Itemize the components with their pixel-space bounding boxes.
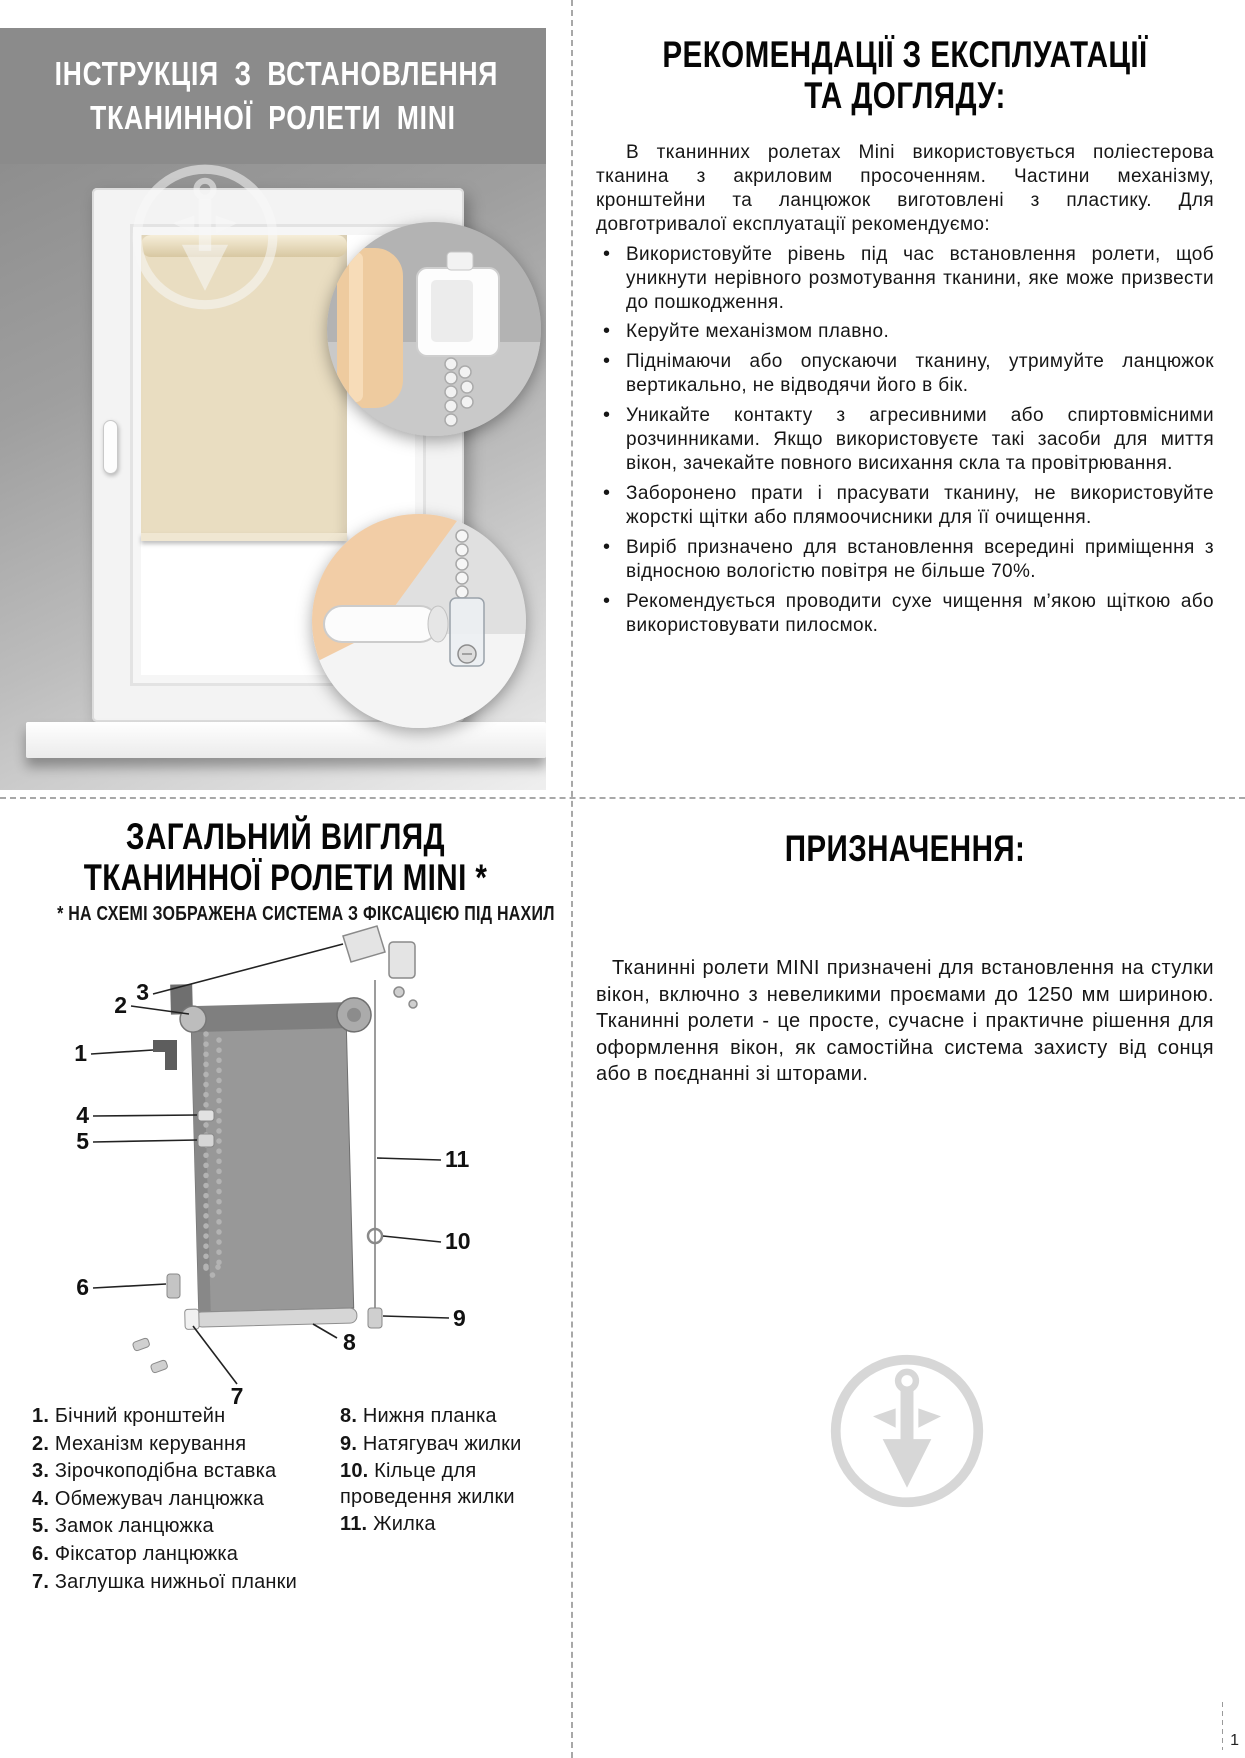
recommendation-item: • Піднімаючи або опускаючи тканину, утримуйте ланцюжок вертикально, не відводячи його в бік. — [596, 350, 1214, 398]
recommendation-item: • Використовуйте рівень під час встановлення ролети, щоб уникнути нерівного розмотування тканини, яке може призвести до пошкодження. — [596, 243, 1214, 315]
legend-item-9: 9. Натягувач жилки — [340, 1432, 522, 1455]
legend-item-5: 5. Замок ланцюжка — [32, 1515, 214, 1538]
bracket-parts — [343, 926, 417, 1008]
brand-watermark-icon — [826, 1350, 988, 1512]
anchor-logo-icon — [128, 164, 282, 314]
divider-vertical — [571, 0, 573, 1758]
legend-item-3: 3. Зірочкоподібна вставка — [32, 1460, 277, 1483]
recommendations-title — [596, 34, 1214, 117]
chain-stopper — [198, 1110, 214, 1121]
side-bracket — [153, 1040, 177, 1070]
blind-assembly — [170, 979, 379, 1329]
legend-item-7: 7. Заглушка нижньої планки — [32, 1570, 297, 1593]
roller-blind-diagram — [25, 918, 545, 1408]
recommendation-item: • Керуйте механізмом плавно. — [596, 320, 1214, 344]
chain-fixator — [167, 1274, 180, 1298]
callout-3: 3 — [136, 979, 149, 1005]
purpose-title: ПРИЗНАЧЕННЯ: — [784, 828, 1026, 869]
installation-banner — [0, 28, 546, 164]
section-overview — [0, 810, 571, 1758]
parts-legend — [32, 1404, 560, 1597]
callout-5: 5 — [76, 1128, 89, 1154]
window-photo — [0, 164, 546, 790]
callout-2: 2 — [114, 992, 127, 1018]
page-number-value: 1 — [1230, 1732, 1239, 1749]
callout-9: 9 — [453, 1305, 466, 1331]
callout-8: 8 — [343, 1329, 356, 1355]
legend-item-1: 1. Бічний кронштейн — [32, 1405, 226, 1427]
callout-1: 1 — [74, 1040, 87, 1066]
recommendation-item: • Рекомендується проводити сухе чищення м’якою щіткою або використовувати пилосмок. — [596, 590, 1214, 638]
window-handle — [103, 420, 118, 474]
installation-title — [0, 52, 546, 139]
roller-blind-bottom-bar — [141, 533, 347, 541]
recommendations-title-line2: ТА ДОГЛЯДУ: — [804, 75, 1006, 117]
roller-tube — [184, 1002, 355, 1032]
anchor-logo-icon — [826, 1350, 988, 1512]
fabric-roll — [337, 248, 403, 408]
crop-mark — [1222, 1702, 1223, 1750]
screws — [132, 1338, 168, 1374]
recommendations-title-line1: РЕКОМЕНДАЦІЇ З ЕКСПЛУАТАЦІЇ — [662, 34, 1148, 75]
legend-item-10: 10. Кільце для проведення жилки — [340, 1460, 515, 1508]
bead-chain — [456, 530, 468, 598]
bottom-bar-cap — [185, 1309, 200, 1329]
callout-7: 7 — [230, 1383, 244, 1408]
legend-item-8: 8. Нижня планка — [340, 1405, 497, 1427]
overview-subtitle: * НА СХЕМІ ЗОБРАЖЕНА СИСТЕМА З ФІКСАЦІЄЮ ПІД НАХИЛ — [57, 902, 555, 925]
installation-title-line2: ТКАНИННОЇ РОЛЕТИ MINI — [90, 99, 456, 136]
line-tensioner — [368, 1308, 382, 1328]
tensioner-closeup-inset — [312, 514, 526, 728]
legend-item-6: 6. Фіксатор ланцюжка — [32, 1542, 239, 1565]
legend-item-2: 2. Механізм керування — [32, 1432, 247, 1455]
recommendation-item: • Виріб призначено для встановлення всередині приміщення з відносною вологістю повітря не більше 70%. — [596, 536, 1214, 584]
brand-watermark-icon — [128, 164, 282, 314]
callout-11: 11 — [445, 1146, 470, 1172]
overview-title-line1: ЗАГАЛЬНИЙ ВИГЛЯД — [125, 816, 445, 857]
chain-lock — [198, 1134, 214, 1147]
purpose-body: Тканинні ролети MINI призначені для встановлення на стулки вікон, включно з невеликими проємами до 1250 мм шириною. Тканинні ролети - це просте, сучасне і практичне рішення для оформлення вікон, як самостійна система захисту від сонця або в поєднанні зі шторами. — [596, 957, 1214, 1085]
recommendation-item: • Заборонено прати і прасувати тканину, не використовуйте жорсткі щітки або плямоочисники для її очищення. — [596, 482, 1214, 530]
installation-title-line1: ІНСТРУКЦІЯ З ВСТАНОВЛЕННЯ — [54, 55, 499, 93]
overview-title — [0, 816, 571, 899]
legend-item-11: 11. Жилка — [340, 1513, 436, 1536]
mechanism-closeup-illustration — [327, 222, 541, 436]
window-sill — [26, 722, 546, 758]
mechanism-closeup-inset — [327, 222, 541, 436]
recommendation-item: • Уникайте контакту з агресивними або спиртовмісними розчинниками. Якщо використовуєте такі засоби для миття вікон, зачекайте повного висихання скла та провітрювання. — [596, 404, 1214, 476]
callout-10: 10 — [445, 1228, 471, 1254]
overview-title-line2: ТКАНИННОЇ РОЛЕТИ MINI * — [83, 857, 488, 899]
legend-left-column — [32, 1404, 324, 1597]
divider-horizontal — [0, 797, 1245, 799]
section-purpose — [596, 812, 1214, 1758]
section-recommendations — [596, 34, 1214, 638]
tensioner-closeup-illustration — [312, 514, 526, 728]
recommendations-list — [596, 243, 1214, 638]
callout-6: 6 — [76, 1274, 89, 1300]
callout-4: 4 — [76, 1102, 89, 1128]
legend-right-column — [340, 1404, 554, 1597]
legend-item-4: 4. Обмежувач ланцюжка — [32, 1487, 265, 1510]
bottom-bar-end — [324, 606, 438, 642]
recommendations-intro: В тканинних ролетах Mini використовується поліестерова тканина з акриловим просоченням. Частини механізму, кронштейни та ланцюжок виготовлені з пластику. Для довготривалої експлуатації рекомендуємо: — [596, 141, 1214, 235]
page-number — [1222, 1702, 1239, 1750]
